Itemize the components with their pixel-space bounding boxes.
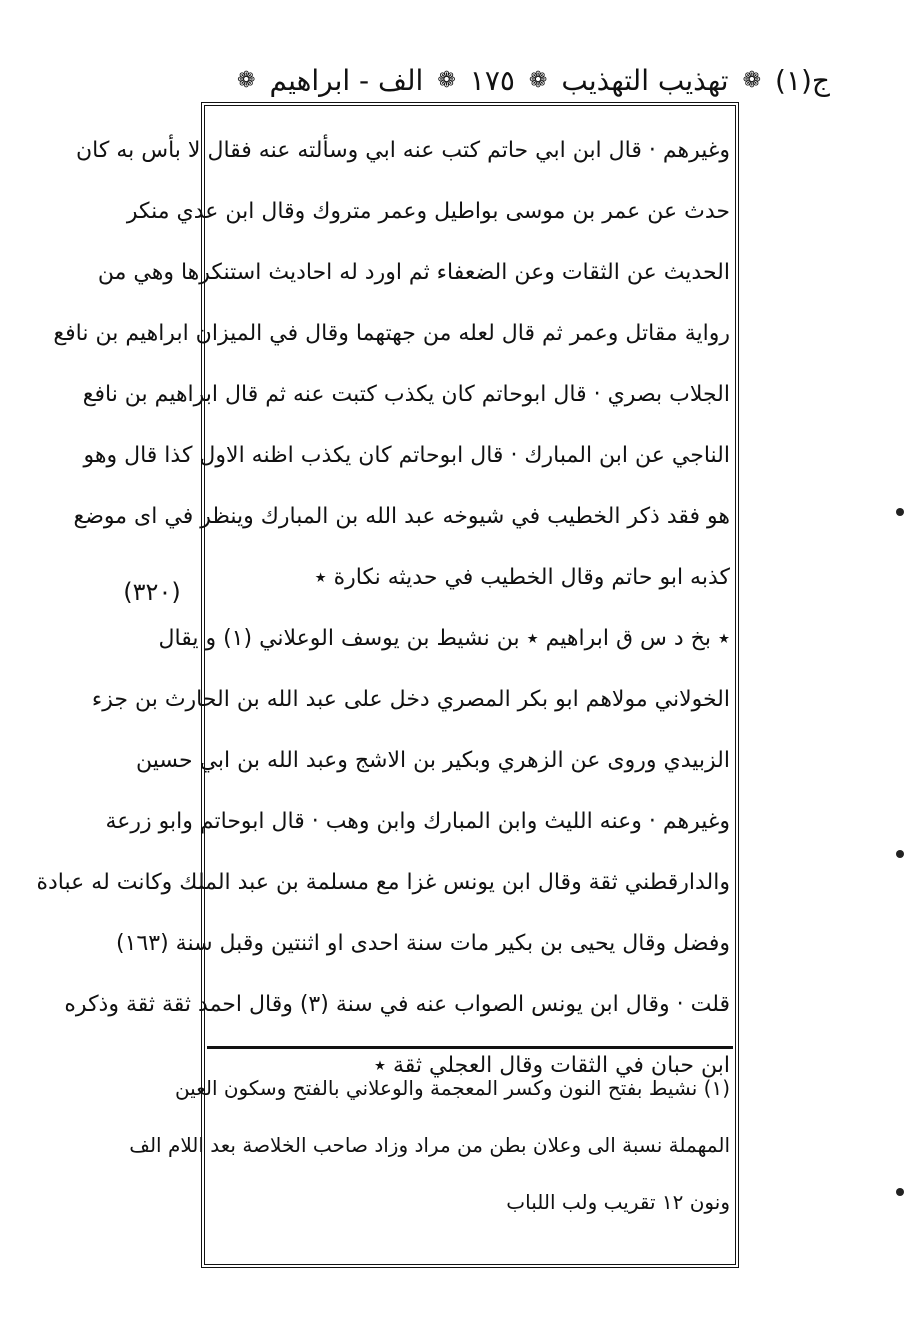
text-line: هو فقد ذكر الخطيب في شيوخه عبد الله بن المبارك وينظر في اى موضع (73, 504, 730, 529)
footnote-divider (207, 1046, 733, 1049)
text-line: الحديث عن الثقات وعن الضعفاء ثم اورد له احاديث استنكرها وهي من (97, 260, 730, 285)
text-line: وغيرهم · وعنه الليث وابن المبارك وابن وهب · قال ابوحاتم وابو زرعة (105, 809, 730, 834)
text-line: الخولاني مولاهم ابو بكر المصري دخل على عبد الله بن الحارث بن جزء (91, 687, 730, 712)
text-line: قلت · وقال ابن يونس الصواب عنه في سنة (٣) وقال احمد ثقة ثقة وذكره (64, 992, 730, 1017)
scan-speck (896, 508, 904, 516)
book-title: تهذيب التهذيب (561, 63, 729, 97)
footnote-line: ونون ١٢ تقريب ولب اللباب (506, 1190, 730, 1214)
flower-ornament-icon: ❁ (742, 67, 762, 93)
text-line: وغيرهم · قال ابن ابي حاتم كتب عنه ابي وسألته عنه فقال لا بأس به كان (76, 138, 730, 163)
footnote-line: المهملة نسبة الى وعلان بطن من مراد وزاد صاحب الخلاصة بعد اللام الف (129, 1133, 730, 1157)
text-line: الجلاب بصري · قال ابوحاتم كان يكذب كتبت عنه ثم قال ابراهيم بن نافع (82, 382, 730, 407)
flower-ornament-icon: ❁ (437, 67, 456, 93)
running-header (150, 58, 830, 102)
text-line: الزبيدي وروى عن الزهري وبكير بن الاشج وعبد الله بن ابي حسين (135, 748, 730, 773)
text-line: والدارقطني ثقة وقال ابن يونس غزا مع مسلمة بن عبد الملك وكانت له عبادة (36, 870, 730, 895)
text-line: وفضل وقال يحيى بن بكير مات سنة احدى او اثنتين وقبل سنة (١٦٣) (116, 931, 730, 956)
text-line: حدث عن عمر بن موسى بواطيل وعمر متروك وقال ابن عدي منكر (126, 199, 730, 224)
scan-speck (896, 850, 904, 858)
text-line: ابن حبان في الثقات وقال العجلي ثقة ٭ (374, 1053, 730, 1078)
entry-number: (٣٢٠) (123, 578, 181, 606)
flower-ornament-icon: ❁ (237, 67, 256, 93)
section-title: الف - ابراهيم (269, 63, 424, 97)
volume-label: ج(١) (775, 63, 830, 97)
scan-speck (896, 1188, 904, 1196)
entry-heading-line: ٭ بخ د س ق ابراهيم ٭ بن نشيط بن يوسف الوعلاني (١) و يقال (158, 626, 730, 651)
text-line: كذبه ابو حاتم وقال الخطيب في حديثه نكارة ٭ (314, 565, 730, 590)
text-line: رواية مقاتل وعمر ثم قال لعله من جهتهما وقال في الميزان ابراهيم بن نافع (53, 321, 730, 346)
text-line: الناجي عن ابن المبارك · قال ابوحاتم كان يكذب اظنه الاول كذا قال وهو (83, 443, 730, 468)
footnote (129, 1060, 730, 1231)
footnote-line: (١) نشيط بفتح النون وكسر المعجمة والوعلاني بالفتح وسكون العين (174, 1076, 730, 1100)
flower-ornament-icon: ❁ (528, 67, 548, 93)
page-number: ١٧٥ (469, 63, 515, 97)
